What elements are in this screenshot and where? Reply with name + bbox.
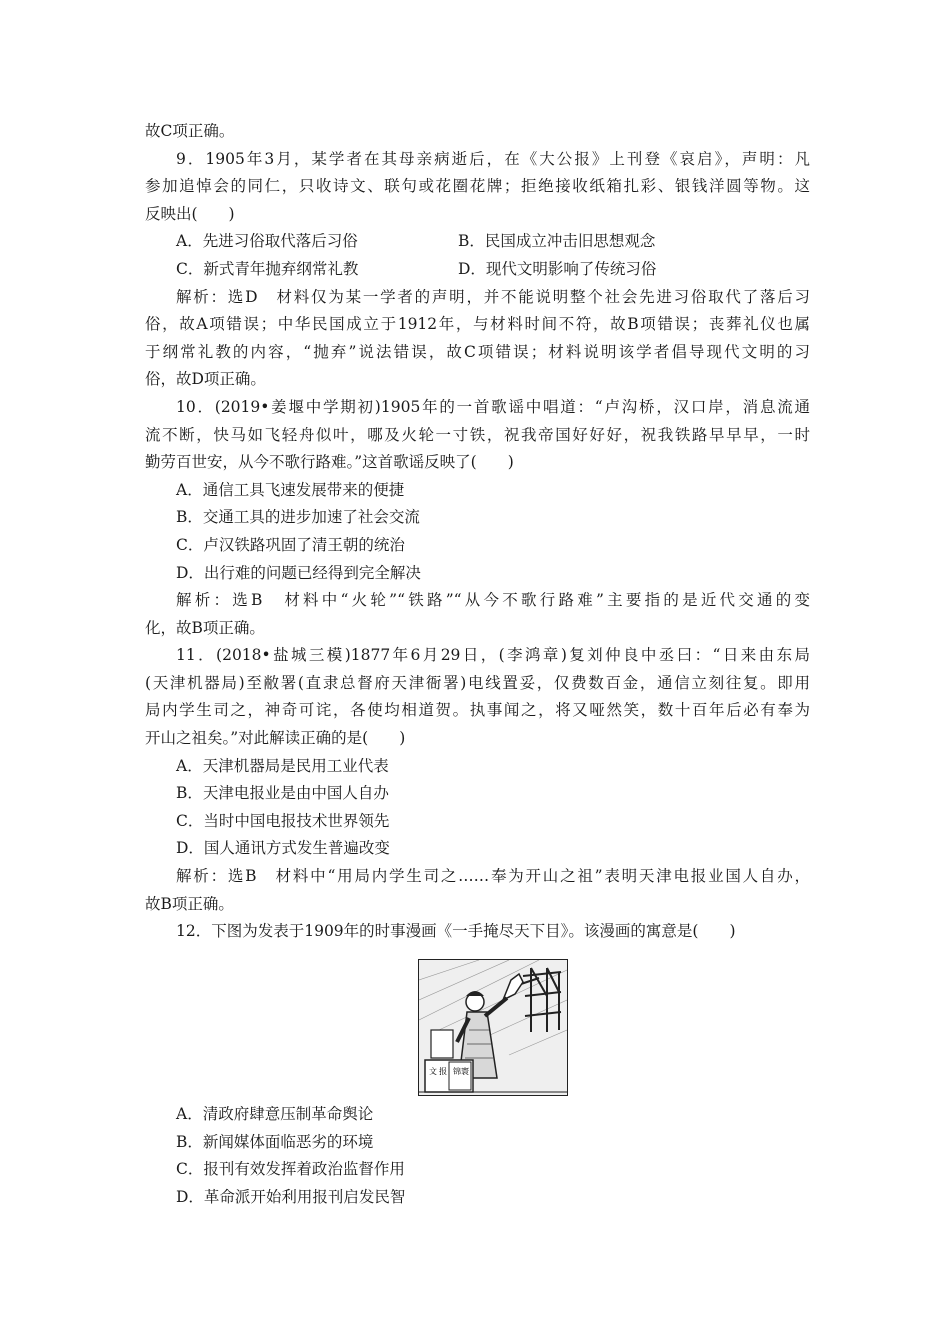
option-d: D．现代文明影响了传统习俗 [458, 259, 657, 278]
cartoon-stamp-char: 寰 [461, 1067, 469, 1076]
option-a: A．通信工具飞速发展带来的便捷 [176, 480, 405, 499]
question-9-stem-line: 9．1905年3月，某学者在其母亲病逝后，在《大公报》上刊登《哀启》，声明：凡 [176, 149, 810, 168]
analysis-line: 化，故B项正确。 [145, 618, 265, 637]
cartoon-image [418, 959, 568, 1096]
question-12-stem: 12．下图为发表于1909年的时事漫画《一手掩尽天下目》。该漫画的寓意是( ) [176, 922, 736, 941]
question-11-stem-line: 开山之祖矣。”对此解读正确的是( ) [145, 729, 406, 748]
option-c: C．报刊有效发挥着政治监督作用 [176, 1160, 405, 1179]
option-b: B．新闻媒体面临恶劣的环境 [176, 1132, 374, 1151]
analysis-line: 故B项正确。 [145, 894, 234, 913]
cartoon-stamp-char: 文 [429, 1067, 437, 1076]
cartoon-stamp-char: 报 [439, 1067, 447, 1076]
question-9-stem-line: 参加追悼会的同仁，只收诗文、联句或花圈花牌；拒绝接收纸箱扎彩、银钱洋圆等物。这 [145, 177, 810, 196]
question-10-stem-line: 10．(2019•姜堰中学期初)1905年的一首歌谣中唱道：“卢沟桥，汉口岸，消息流通 [176, 397, 810, 416]
option-b: B．交通工具的进步加速了社会交流 [176, 508, 420, 527]
option-d: D．革命派开始利用报刊启发民智 [176, 1187, 406, 1206]
analysis-line: 俗，故A项错误；中华民国成立于1912年，与材料时间不符，故B项错误；丧葬礼仪也属 [145, 315, 810, 334]
question-10-stem-line: 流不断，快马如飞轻舟似叶，哪及火轮一寸铁，祝我帝国好好好，祝我铁路早早早，一时 [145, 425, 810, 444]
analysis-line: 俗，故D项正确。 [145, 370, 266, 389]
question-9-stem-line: 反映出( ) [145, 204, 235, 223]
option-d: D．国人通讯方式发生普遍改变 [176, 839, 390, 858]
question-9-options-row [145, 256, 810, 284]
question-10-stem-line: 勤劳百世安，从今不歌行路难。”这首歌谣反映了( ) [145, 453, 514, 472]
option-b: B．民国成立冲击旧思想观念 [458, 232, 656, 251]
question-11-stem-line: 11．(2018•盐城三模)1877年6月29日，(李鸿章)复刘仲良中丞曰：“日来由东局 [176, 646, 810, 665]
option-a: A．先进习俗取代落后习俗 [176, 232, 358, 251]
analysis-line: 于纲常礼教的内容，“抛弃”说法错误，故C项错误；材料说明该学者倡导现代文明的习 [145, 342, 810, 361]
option-c: C．卢汉铁路巩固了清王朝的统治 [176, 535, 405, 554]
question-11-stem-line: 局内学生司之，神奇可诧，各使均相道贺。执事闻之，将又哑然笑，数十百年后必有奉为 [145, 701, 810, 720]
analysis-line: 解析：选D 材料仅为某一学者的声明，并不能说明整个社会先进习俗取代了落后习 [176, 287, 810, 306]
option-b: B．天津电报业是由中国人自办 [176, 784, 389, 803]
question-12-options [145, 1101, 810, 1211]
document-page [145, 118, 810, 946]
question-11-stem-line: (天津机器局)至敝署(直隶总督府天津衙署)电线置妥，仅费数百金，通信立刻往复。即用 [145, 673, 810, 692]
question-9-options-row [145, 228, 810, 256]
option-a: A．清政府肆意压制革命舆论 [176, 1105, 374, 1123]
option-a: A．天津机器局是民用工业代表 [176, 756, 389, 775]
analysis-line: 解析：选B 材料中“用局内学生司之……奉为开山之祖”表明天津电报业国人自办， [176, 867, 810, 886]
analysis-line: 解析：选B 材料中“火轮”“铁路”“从今不歌行路难”主要指的是近代交通的变 [176, 591, 810, 610]
cartoon-stamp-char: 锦 [453, 1067, 461, 1076]
text-line: 故C项正确。 [145, 122, 235, 140]
option-c: C．当时中国电报技术世界领先 [176, 811, 390, 830]
option-c: C．新式青年抛弃纲常礼教 [176, 259, 359, 278]
option-d: D．出行难的问题已经得到完全解决 [176, 563, 421, 582]
